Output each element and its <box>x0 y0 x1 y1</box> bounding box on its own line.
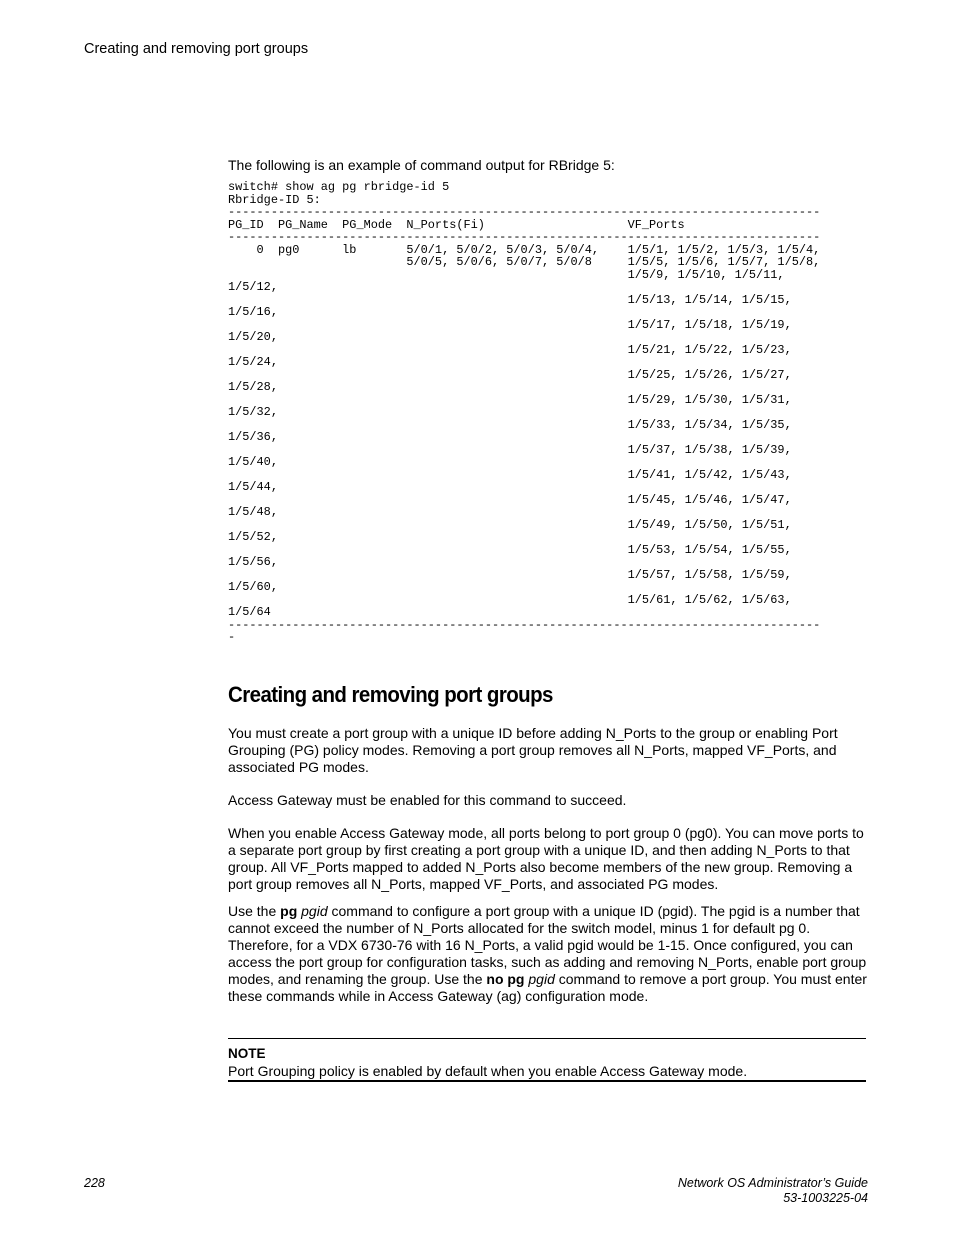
doc-number: 53-1003225-04 <box>783 1191 868 1205</box>
p4-text-2: command to configure a port group with a unique ID (pgid). The pgid is a number that cannot exceed the number of N_Ports allocated for the switch model, minus 1 for default pg 0. Therefore, for a VDX 6730-76 with 16 N_Ports, a valid pgid would be 1-15. Once configured, you can access the port group for configuration tasks, such as adding and removing N_Ports, enable port group modes, and renaming the group. Use the <box>228 903 867 987</box>
command-output-block: switch# show ag pg rbridge-id 5 Rbridge-ID 5: ----------------------------------------------------------------------------------- PG_ID PG_Name PG_Mode N_Ports(Fi) VF_Ports ----------------------------------------------------------------------------------- 0 pg0 lb 5/0/1, 5/0/2, 5/0/3, 5/0/4, 1/5/1, 1/5/2, 1/5/3, 1/5/4, 5/0/5, 5/0/6, 5/0/7, 5/0/8 1/5/5, 1/5/6, 1/5/7, 1/5/8, 1/5/9, 1/5/10, 1/5/11, 1/5/12, 1/5/13, 1/5/14, 1/5/15, 1/5/16, 1/5/17, 1/5/18, 1/5/19, 1/5/20, 1/5/21, 1/5/22, 1/5/23, 1/5/24, 1/5/25, 1/5/26, 1/5/27, 1/5/28, 1/5/29, 1/5/30, 1/5/31, 1/5/32, 1/5/33, 1/5/34, 1/5/35, 1/5/36, 1/5/37, 1/5/38, 1/5/39, 1/5/40, 1/5/41, 1/5/42, 1/5/43, 1/5/44, 1/5/45, 1/5/46, 1/5/47, 1/5/48, 1/5/49, 1/5/50, 1/5/51, 1/5/52, 1/5/53, 1/5/54, 1/5/55, 1/5/56, 1/5/57, 1/5/58, 1/5/59, 1/5/60, 1/5/61, 1/5/62, 1/5/63, 1/5/64 ----------------------------------------------------------------------------------- - <box>228 180 821 644</box>
paragraph-3: When you enable Access Gateway mode, all ports belong to port group 0 (pg0). You can move ports to a separate port group by first creating a port group with a unique ID, and then adding N_Ports to that group. All VF_Ports mapped to added N_Ports also become members of the new group. Removing a port group removes all N_Ports, mapped VF_Ports, and associated PG modes. <box>228 825 864 892</box>
page-number: 228 <box>84 1176 105 1190</box>
example-intro: The following is an example of command output for RBridge 5: <box>228 157 615 173</box>
paragraph-1: You must create a port group with a unique ID before adding N_Ports to the group or enabling Port Grouping (PG) policy modes. Removing a port group removes all N_Ports, mapped VF_Ports, and associated PG modes. <box>228 725 838 775</box>
section-title: Creating and removing port groups <box>228 682 553 707</box>
note-text: Port Grouping policy is enabled by default when you enable Access Gateway mode. <box>228 1063 748 1079</box>
note-label: NOTE <box>228 1046 266 1061</box>
note-top-rule <box>228 1038 866 1039</box>
p4-text-1: Use the <box>228 903 281 919</box>
p4-command-pg: pg <box>280 903 298 919</box>
p4-command-no-pg: no pg <box>486 971 525 987</box>
note-bottom-rule <box>228 1080 866 1082</box>
p4-arg-pgid: pgid <box>301 903 328 919</box>
paragraph-4 <box>228 903 868 1005</box>
running-header: Creating and removing port groups <box>84 41 309 57</box>
p4-arg-pgid-2: pgid <box>528 971 555 987</box>
guide-title: Network OS Administrator’s Guide <box>677 1176 868 1190</box>
p4-text-3: command to remove a port group. You must enter these commands while in Access Gateway (ag) configuration mode. <box>228 971 867 1004</box>
paragraph-2: Access Gateway must be enabled for this command to succeed. <box>228 792 627 808</box>
footer-doc-info <box>678 1176 868 1206</box>
